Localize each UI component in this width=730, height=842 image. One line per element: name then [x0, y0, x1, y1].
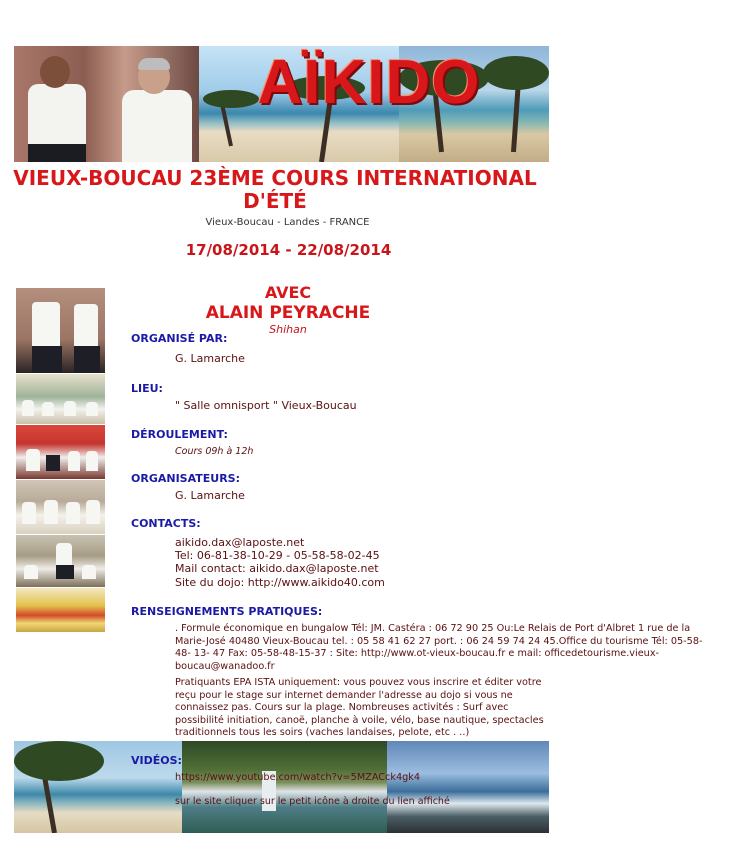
deroulement-value: Cours 09h à 12h — [175, 446, 254, 457]
event-title: VIEUX-BOUCAU 23ÈME COURS INTERNATIONAL D'ÉTÉ — [13, 166, 537, 213]
organisateurs-value: G. Lamarche — [175, 489, 245, 502]
photo-figure — [66, 502, 80, 524]
organise-par-label: ORGANISÉ PAR: — [131, 332, 228, 345]
contact-email[interactable]: aikido.dax@laposte.net — [175, 536, 305, 549]
contacts-label: CONTACTS: — [131, 517, 201, 530]
event-location: Vieux-Boucau - Landes - FRANCE — [205, 217, 370, 228]
lieu-value: " Salle omnisport " Vieux-Boucau — [175, 399, 357, 412]
banner-figure-right — [122, 90, 192, 162]
video-note: sur le site cliquer sur le petit icône à droite du lien affiché — [175, 796, 450, 807]
banner-title: AÏKIDO — [257, 48, 481, 117]
contact-site[interactable]: Site du dojo: http://www.aikido40.com — [175, 576, 385, 589]
photo-figure — [42, 402, 54, 416]
side-photo-gym — [16, 425, 105, 479]
photo-figure — [22, 502, 36, 524]
side-photo-class — [16, 535, 105, 587]
renseignements-paragraph-2: Pratiquants EPA ISTA uniquement: vous pouvez vous inscrire et éditer votre reçu pour le stage sur internet demander l'adresse au dojo si vous ne connaissez pas. Cours sur la plage. Nombreuses activités : Surf avec possibilité initiation, canoë, planche à voile, vélo, base nautique, spectacles traditionnels tous les soirs (vaches landaises, pelote, etc . ..) — [175, 677, 544, 739]
photo-figure-hakama — [46, 455, 60, 471]
photo-figure — [74, 304, 98, 352]
side-photo-dojo — [16, 374, 105, 424]
photo-figure — [82, 565, 96, 579]
banner-figure-left-hakama — [28, 144, 86, 162]
header-banner — [14, 46, 549, 162]
photo-figure — [64, 401, 76, 416]
photo-figure-hakama — [56, 565, 74, 579]
organise-par-value: G. Lamarche — [175, 352, 245, 365]
event-dates: 17/08/2014 - 22/08/2014 — [185, 241, 392, 259]
teacher-name: ALAIN PEYRACHE — [205, 303, 371, 323]
photo-figure — [44, 500, 58, 524]
teacher-intro: AVEC — [264, 283, 312, 302]
photo-figure — [32, 302, 60, 352]
footer-photo-rocky-coast — [387, 741, 549, 833]
photo-figure-hakama — [74, 346, 100, 373]
videos-label: VIDÉOS: — [131, 754, 182, 767]
renseignements-label: RENSEIGNEMENTS PRATIQUES: — [131, 605, 323, 618]
side-photo-demonstration — [16, 288, 105, 373]
banner-photo-instructors — [14, 46, 199, 162]
footer-photo-waterfall — [182, 741, 387, 833]
photo-figure — [22, 400, 34, 416]
teacher-rank: Shihan — [269, 323, 307, 336]
photo-figure — [24, 565, 38, 579]
footer-photo-strip — [14, 741, 549, 833]
photo-figure — [86, 500, 100, 524]
side-photo-stand — [16, 588, 105, 632]
side-photo-seiza — [16, 480, 105, 534]
contact-tel: Tel: 06-81-38-10-29 - 05-58-58-02-45 — [175, 549, 380, 562]
photo-figure — [68, 451, 80, 471]
lieu-label: LIEU: — [131, 382, 163, 395]
renseignements-paragraph-1: . Formule économique en bungalow Tél: JM. Castéra : 06 72 90 25 Ou:Le Relais de Port d'Albret 1 rue de la Marie-José 40480 Vieux-Boucau tel. : 05 58 41 62 27 port. : 06 24 59 74 24 45.Office du tourisme Tél: 05-58- 48- 13- 47 Fax: 05-58-48-15-37 : Site: http://www.ot-vieux-boucau.fr e mail: officedetourisme.vieux-boucau@wanadoo.fr — [175, 623, 703, 672]
photo-figure — [26, 449, 40, 471]
video-link[interactable]: https://www.youtube.com/watch?v=5MZACck4gk4 — [175, 772, 421, 783]
organisateurs-label: ORGANISATEURS: — [131, 472, 240, 485]
photo-figure-hakama — [32, 346, 62, 373]
banner-figure-right-hair — [138, 58, 170, 70]
contact-mail[interactable]: Mail contact: aikido.dax@laposte.net — [175, 562, 379, 575]
side-photo-column — [16, 288, 105, 632]
palm-leaves — [14, 741, 104, 781]
photo-figure — [86, 451, 98, 471]
banner-figure-left-head — [40, 56, 70, 88]
photo-figure — [86, 402, 98, 416]
deroulement-label: DÉROULEMENT: — [131, 428, 228, 441]
